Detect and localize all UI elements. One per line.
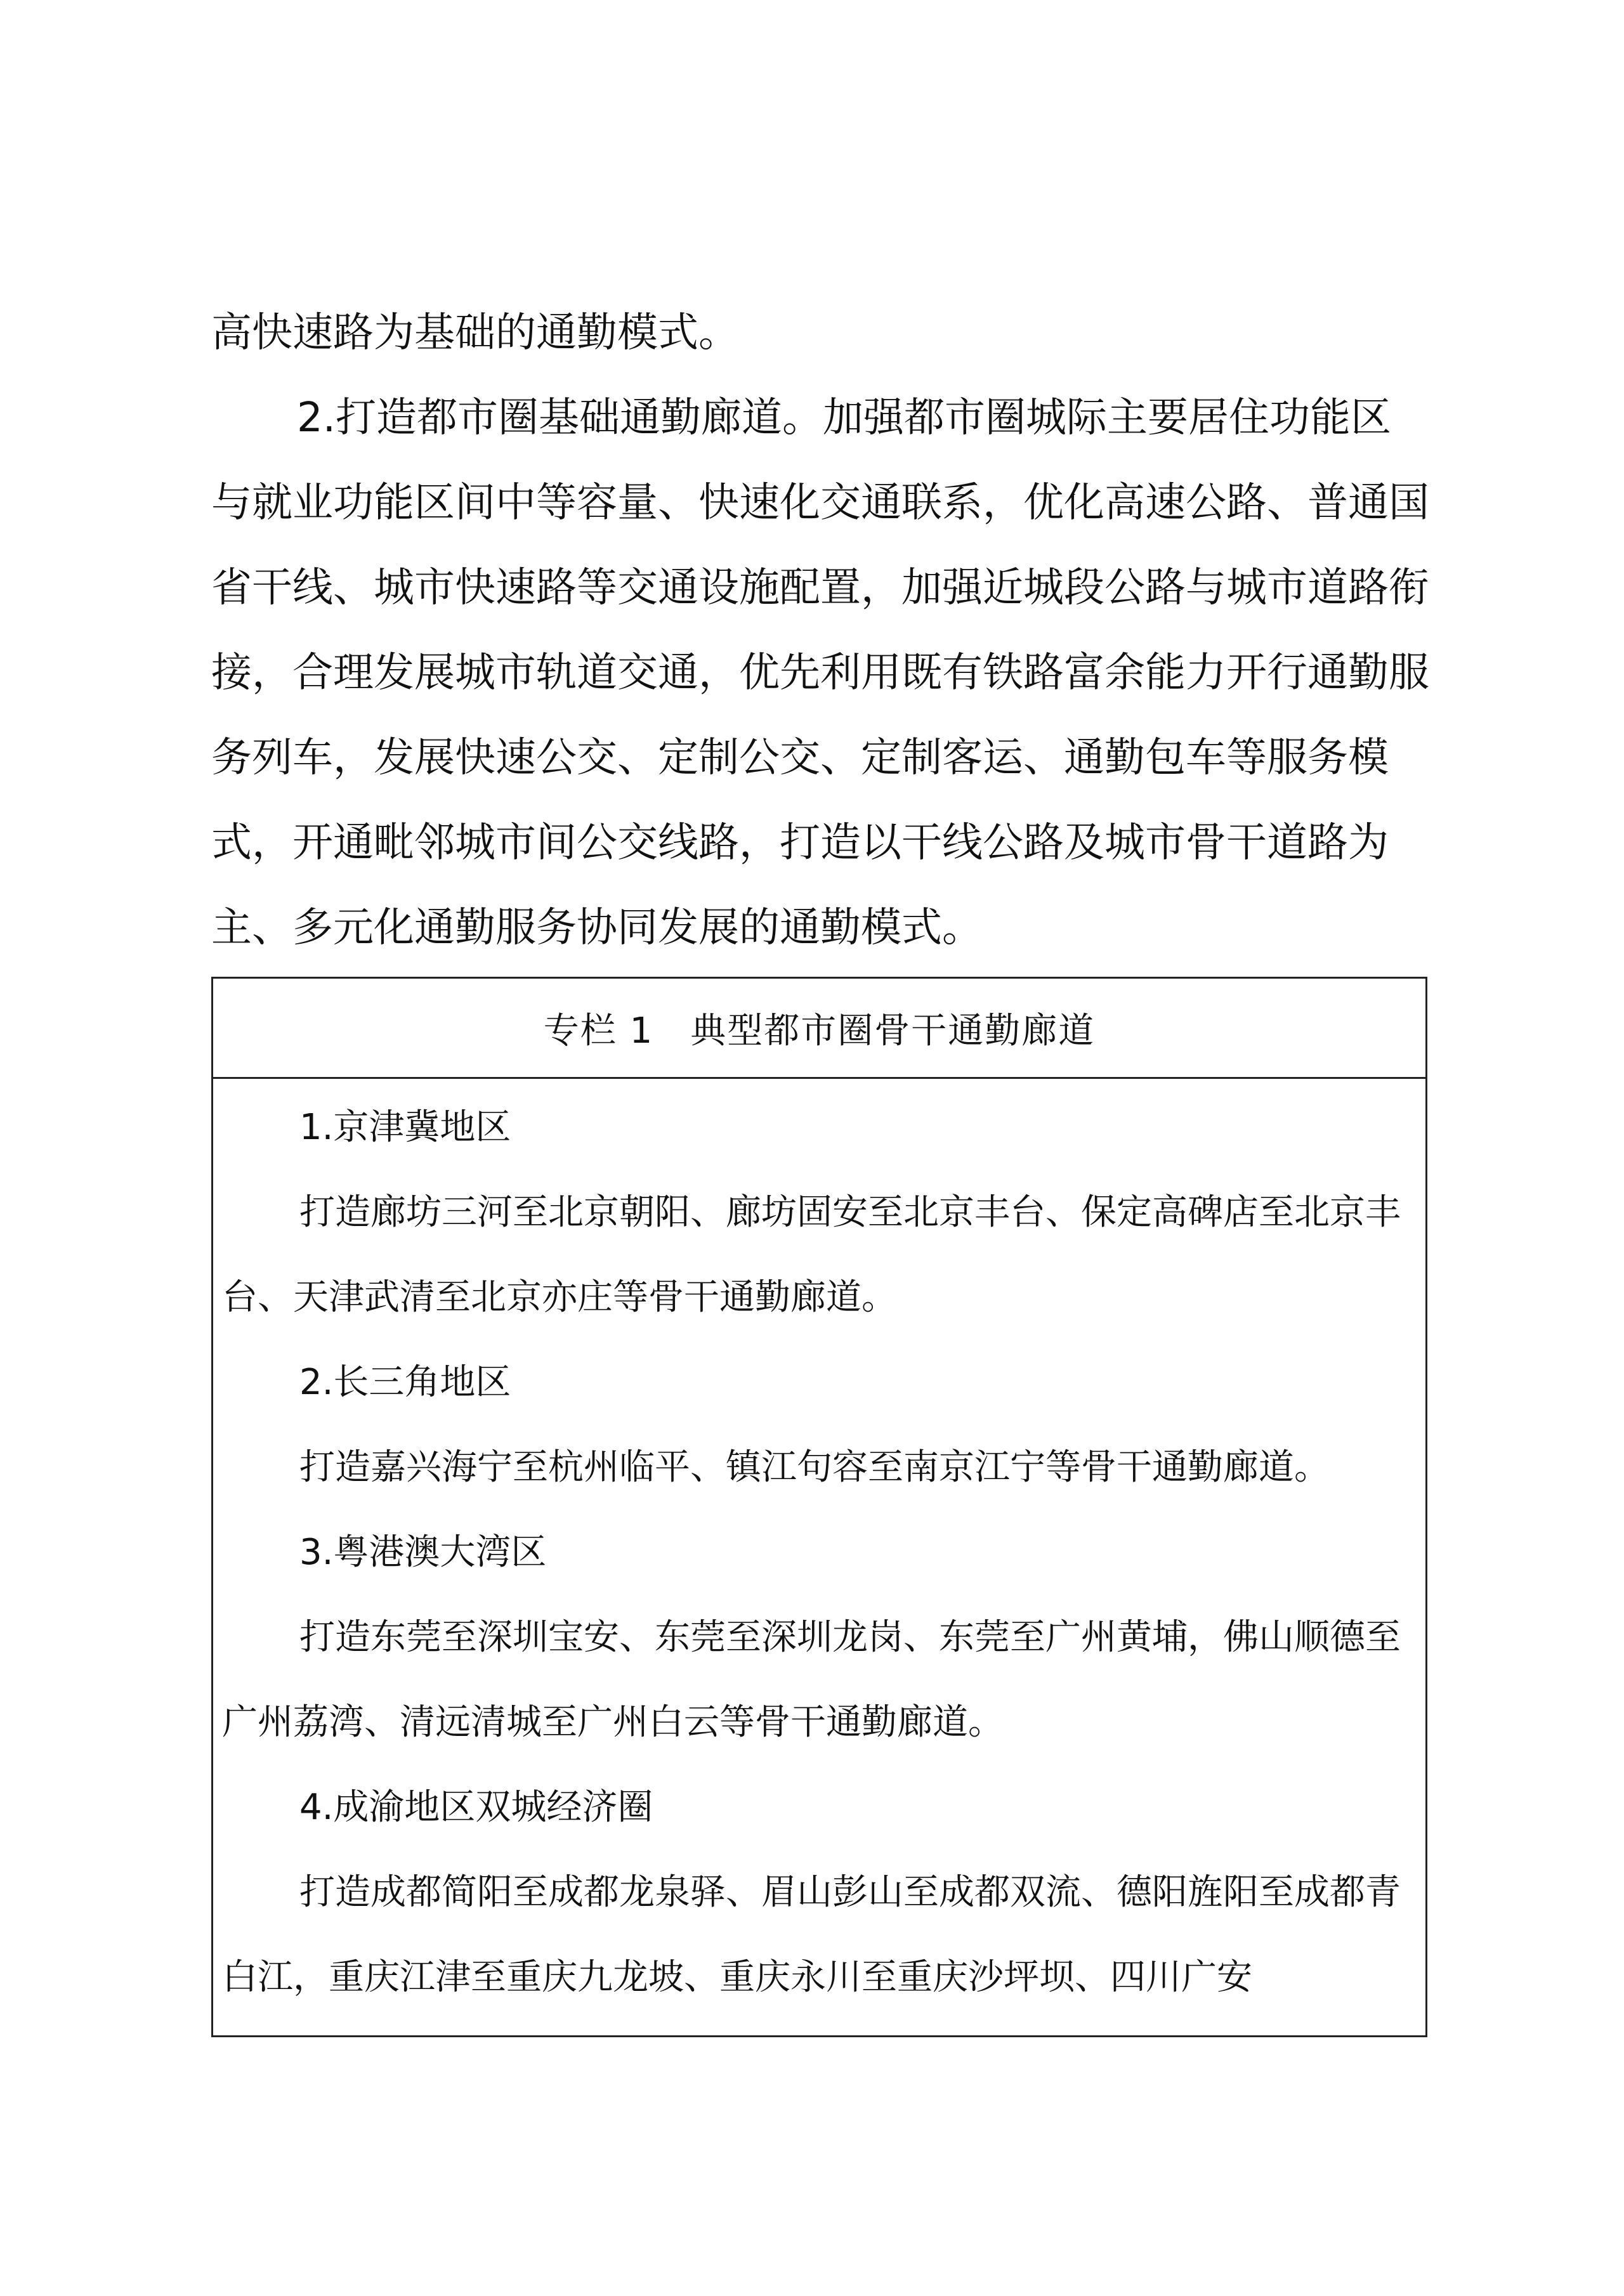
section-heading: 1.京津冀地区 [299, 1107, 511, 1148]
column-box-body [213, 1079, 1425, 2020]
column-box [211, 977, 1427, 2037]
section-text: 打造嘉兴海宁至杭州临平、镇江句容至南京江宁等骨干通勤廊道。 [299, 1447, 1330, 1488]
body-text [211, 290, 1429, 970]
section-text: 打造东莞至深圳宝安、东莞至深圳龙岗、东莞至广州黄埔，佛山顺德至广州荔湾、清远清城至广州白云等骨干通勤廊道。 [222, 1617, 1401, 1743]
section-text: 打造廊坊三河至北京朝阳、廊坊固安至北京丰台、保定高碑店至北京丰台、天津武清至北京亦庄等骨干通勤廊道。 [222, 1192, 1401, 1318]
section-heading: 2.长三角地区 [299, 1362, 511, 1403]
paragraph-continuation: 高快速路为基础的通勤模式。 [211, 310, 739, 356]
paragraph-commute-corridor: 2.打造都市圈基础通勤廊道。加强都市圈城际主要居住功能区与就业功能区间中等容量、快速化交通联系，优化高速公路、普通国省干线、城市快速路等交通设施配置，加强近城段公路与城市道路衔接，合理发展城市轨道交通，优先利用既有铁路富余能力开行通勤服务列车，发展快速公交、定制公交、定制客运、通勤包车等服务模式，开通毗邻城市间公交线路，打造以干线公路及城市骨干道路为主、多元化通勤服务协同发展的通勤模式。 [211, 395, 1429, 951]
section-heading: 4.成渝地区双城经济圈 [299, 1787, 653, 1828]
section-text: 打造成都简阳至成都龙泉驿、眉山彭山至成都双流、德阳旌阳至成都青白江，重庆江津至重庆九龙坡、重庆永川至重庆沙坪坝、四川广安 [222, 1872, 1401, 1998]
column-box-title: 专栏 1 典型都市圈骨干通勤廊道 [213, 979, 1425, 1079]
section-heading: 3.粤港澳大湾区 [299, 1532, 547, 1573]
